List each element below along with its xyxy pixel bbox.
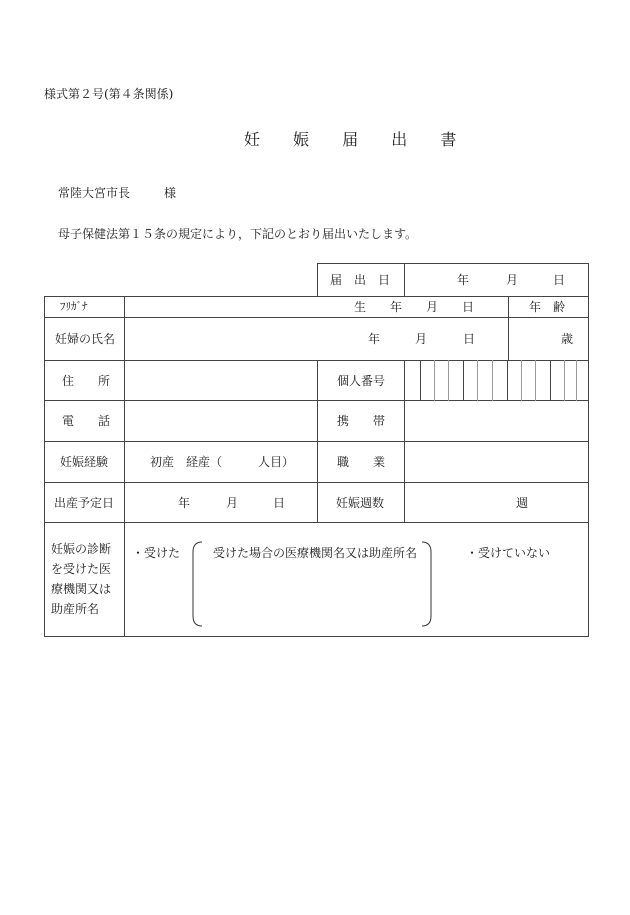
form-number: 様式第２号(第４条関係) bbox=[44, 87, 174, 101]
pregnant-name-field[interactable] bbox=[125, 318, 317, 360]
addressee-honorific: 様 bbox=[164, 186, 177, 200]
occupation-label: 職 業 bbox=[337, 455, 386, 469]
statement: 母子保健法第１５条の規定により，下記のとおり届出いたします。 bbox=[58, 227, 418, 241]
table-line bbox=[317, 360, 318, 523]
pregnancy-history-value[interactable]: 初産 経産（ 人目） bbox=[150, 455, 295, 469]
left-bracket bbox=[190, 540, 204, 628]
mobile-label: 携 帯 bbox=[337, 414, 386, 428]
notification-day-unit: 日 bbox=[553, 273, 566, 287]
phone-label: 電 話 bbox=[62, 414, 111, 428]
facility-name-prompt: 受けた場合の医療機関名又は助産所名 bbox=[213, 546, 418, 560]
due-date-field[interactable] bbox=[125, 483, 317, 522]
birth-day-unit: 日 bbox=[463, 332, 476, 346]
facility-name-field[interactable] bbox=[206, 564, 418, 624]
addressee: 常陸大宮市長 bbox=[58, 186, 131, 200]
table-line bbox=[588, 263, 589, 637]
furigana-label: ﾌﾘｶﾞﾅ bbox=[60, 300, 88, 313]
notification-date-label: 届 出 日 bbox=[330, 273, 391, 287]
due-month-unit: 月 bbox=[226, 496, 239, 510]
diagnosis-received-option[interactable]: ・受けた bbox=[132, 546, 181, 560]
occupation-field[interactable] bbox=[405, 442, 588, 482]
right-bracket bbox=[420, 540, 434, 628]
mobile-field[interactable] bbox=[405, 401, 588, 441]
notification-year-unit: 年 bbox=[457, 273, 470, 287]
age-unit: 歳 bbox=[561, 332, 574, 346]
gestational-weeks-label: 妊娠週数 bbox=[336, 496, 385, 510]
birth-month-unit: 月 bbox=[415, 332, 428, 346]
due-day-unit: 日 bbox=[273, 496, 286, 510]
address-field[interactable] bbox=[125, 361, 317, 400]
table-line bbox=[44, 636, 589, 637]
birth-date-header: 生 年 月 日 bbox=[354, 300, 475, 314]
furigana-field[interactable] bbox=[125, 297, 317, 317]
gestational-weeks-field[interactable] bbox=[405, 483, 588, 522]
pregnant-name-label: 妊婦の氏名 bbox=[55, 332, 116, 346]
due-date-label: 出産予定日 bbox=[54, 496, 115, 510]
diagnosis-label-line1: 妊娠の診断 bbox=[51, 542, 112, 556]
gestational-weeks-unit: 週 bbox=[516, 496, 529, 510]
notification-month-unit: 月 bbox=[506, 273, 519, 287]
diagnosis-label-line4: 助産所名 bbox=[51, 602, 100, 616]
age-field[interactable] bbox=[509, 318, 588, 360]
birth-date-field[interactable] bbox=[318, 318, 508, 360]
diagnosis-label-line2: を受けた医 bbox=[51, 562, 112, 576]
table-line bbox=[317, 263, 318, 297]
pregnancy-history-label: 妊娠経験 bbox=[60, 455, 109, 469]
page-title: 妊 娠 届 出 書 bbox=[244, 130, 471, 149]
birth-year-unit: 年 bbox=[368, 332, 381, 346]
phone-field[interactable] bbox=[125, 401, 317, 441]
personal-number-label: 個人番号 bbox=[337, 374, 386, 388]
diagnosis-not-received-option[interactable]: ・受けていない bbox=[466, 546, 551, 560]
due-year-unit: 年 bbox=[178, 496, 191, 510]
table-line bbox=[44, 296, 45, 637]
address-label: 住 所 bbox=[62, 374, 111, 388]
age-header: 年 齢 bbox=[529, 300, 566, 314]
personal-number-field[interactable] bbox=[405, 361, 588, 400]
diagnosis-label-line3: 療機関又は bbox=[51, 582, 112, 596]
